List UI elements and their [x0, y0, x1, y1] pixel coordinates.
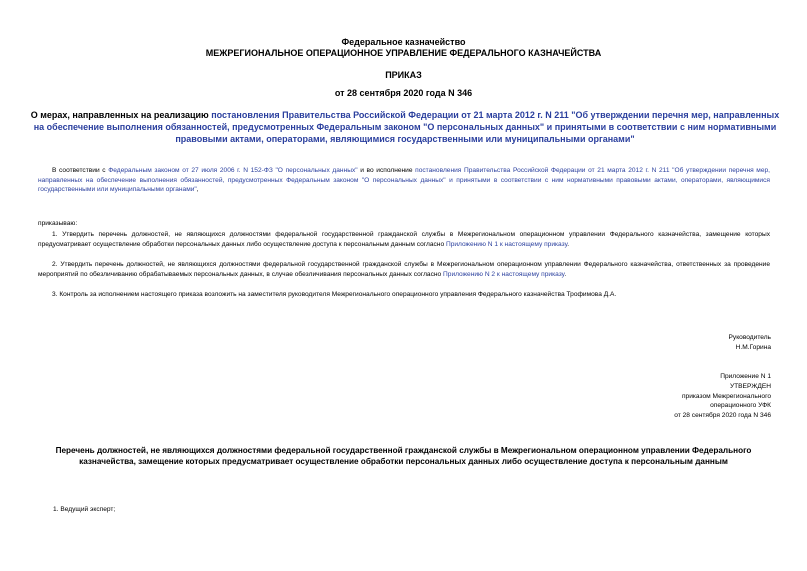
- clause-2: [38, 260, 770, 279]
- clause-1-text: 1. Утвердить перечень должностей, не являющихся должностями федеральной государственной гражданской службы в Межрегиональном операционном управлении Федерального казначейства, замещение которых предусматривает осуществление обработки персональных данных либо осуществление доступа к персональным данным согласно: [38, 231, 770, 248]
- preamble-text-1: В соответствии с: [52, 167, 109, 174]
- document-type: ПРИКАЗ: [385, 70, 422, 80]
- signature-role: Руководитель: [728, 334, 771, 341]
- appendix-header: [674, 372, 771, 421]
- positions-list-title: Перечень должностей, не являющихся должностями федеральной государственной гражданской службы в Межрегиональном операционном управлении Федерального казначейства, замещение которых предусматривает осуществление обработки персональных данных либо осуществление доступа к персональным данным: [55, 446, 752, 466]
- order-title: [30, 109, 780, 145]
- order-title-link[interactable]: постановления Правительства Российской Федерации от 21 марта 2012 г. N 211 "Об утверждении перечня мер, направленных на обеспечение выполнения обязанностей, предусмотренных Федеральным законом "О персональных данных" и принятыми в соответствии с ним нормативными правовыми актами, операторами, являющимися государственными или муниципальными органами": [33, 110, 780, 144]
- appendix-approved: УТВЕРЖДЕН: [729, 382, 771, 390]
- appendix-1-link[interactable]: Приложению N 1 к настоящему приказу: [445, 240, 568, 248]
- clause-3: 3. Контроль за исполнением настоящего приказа возложить на заместителя руководителя Межрегионального операционного управления Федерального казначейства Трофимова Д.А.: [52, 291, 617, 298]
- signature-block: [729, 333, 771, 353]
- clause-2-text: 2. Утвердить перечень должностей, не являющихся должностями федеральной государственной гражданской службы в Межрегиональном операционном управлении Федерального казначейства, ответственных за проведение мероприятий по обезличиванию обрабатываемых персональных данных, в случае обезличивания персональных данных согласно: [38, 261, 770, 278]
- federal-law-link[interactable]: Федеральным законом от 27 июля 2006 г. N 152-ФЗ "О персональных данных": [108, 167, 358, 174]
- preamble-text-2: и во исполнение: [357, 167, 416, 174]
- preamble-text-3: ,: [196, 186, 199, 194]
- order-title-prefix: О мерах, направленных на реализацию: [30, 110, 212, 120]
- clause-1: [38, 230, 770, 249]
- signature-name: Н.М.Горина: [735, 343, 771, 351]
- order-word: приказываю:: [38, 220, 78, 227]
- appendix-number: Приложение N 1: [720, 373, 771, 380]
- clause-2-end: .: [564, 270, 567, 278]
- list-item: 1. Ведущий эксперт;: [53, 506, 116, 513]
- appendix-2-link[interactable]: Приложению N 2 к настоящему приказу: [443, 270, 565, 278]
- preamble-paragraph: [38, 166, 770, 195]
- department-name: МЕЖРЕГИОНАЛЬНОЕ ОПЕРАЦИОННОЕ УПРАВЛЕНИЕ ФЕДЕРАЛЬНОГО КАЗНАЧЕЙСТВА: [205, 48, 602, 58]
- clause-1-end: .: [567, 240, 570, 248]
- agency-name: Федеральное казначейство: [341, 37, 466, 47]
- document-date-number: от 28 сентября 2020 года N 346: [334, 88, 473, 98]
- appendix-office: операционного УФК: [710, 402, 771, 410]
- appendix-date: от 28 сентября 2020 года N 346: [674, 412, 771, 420]
- government-decree-link[interactable]: постановления Правительства Российской Федерации от 21 марта 2012 г. N 211 "Об утверждении перечня мер, направленных на обеспечение выполнения обязанностей, предусмотренных Федеральным законом "О персональных данных" и принятыми в соответствии с ним нормативными правовыми актами, операторами, являющимися государственными или муниципальными органами": [38, 167, 770, 194]
- appendix-by-order: приказом Межрегионального: [681, 392, 771, 400]
